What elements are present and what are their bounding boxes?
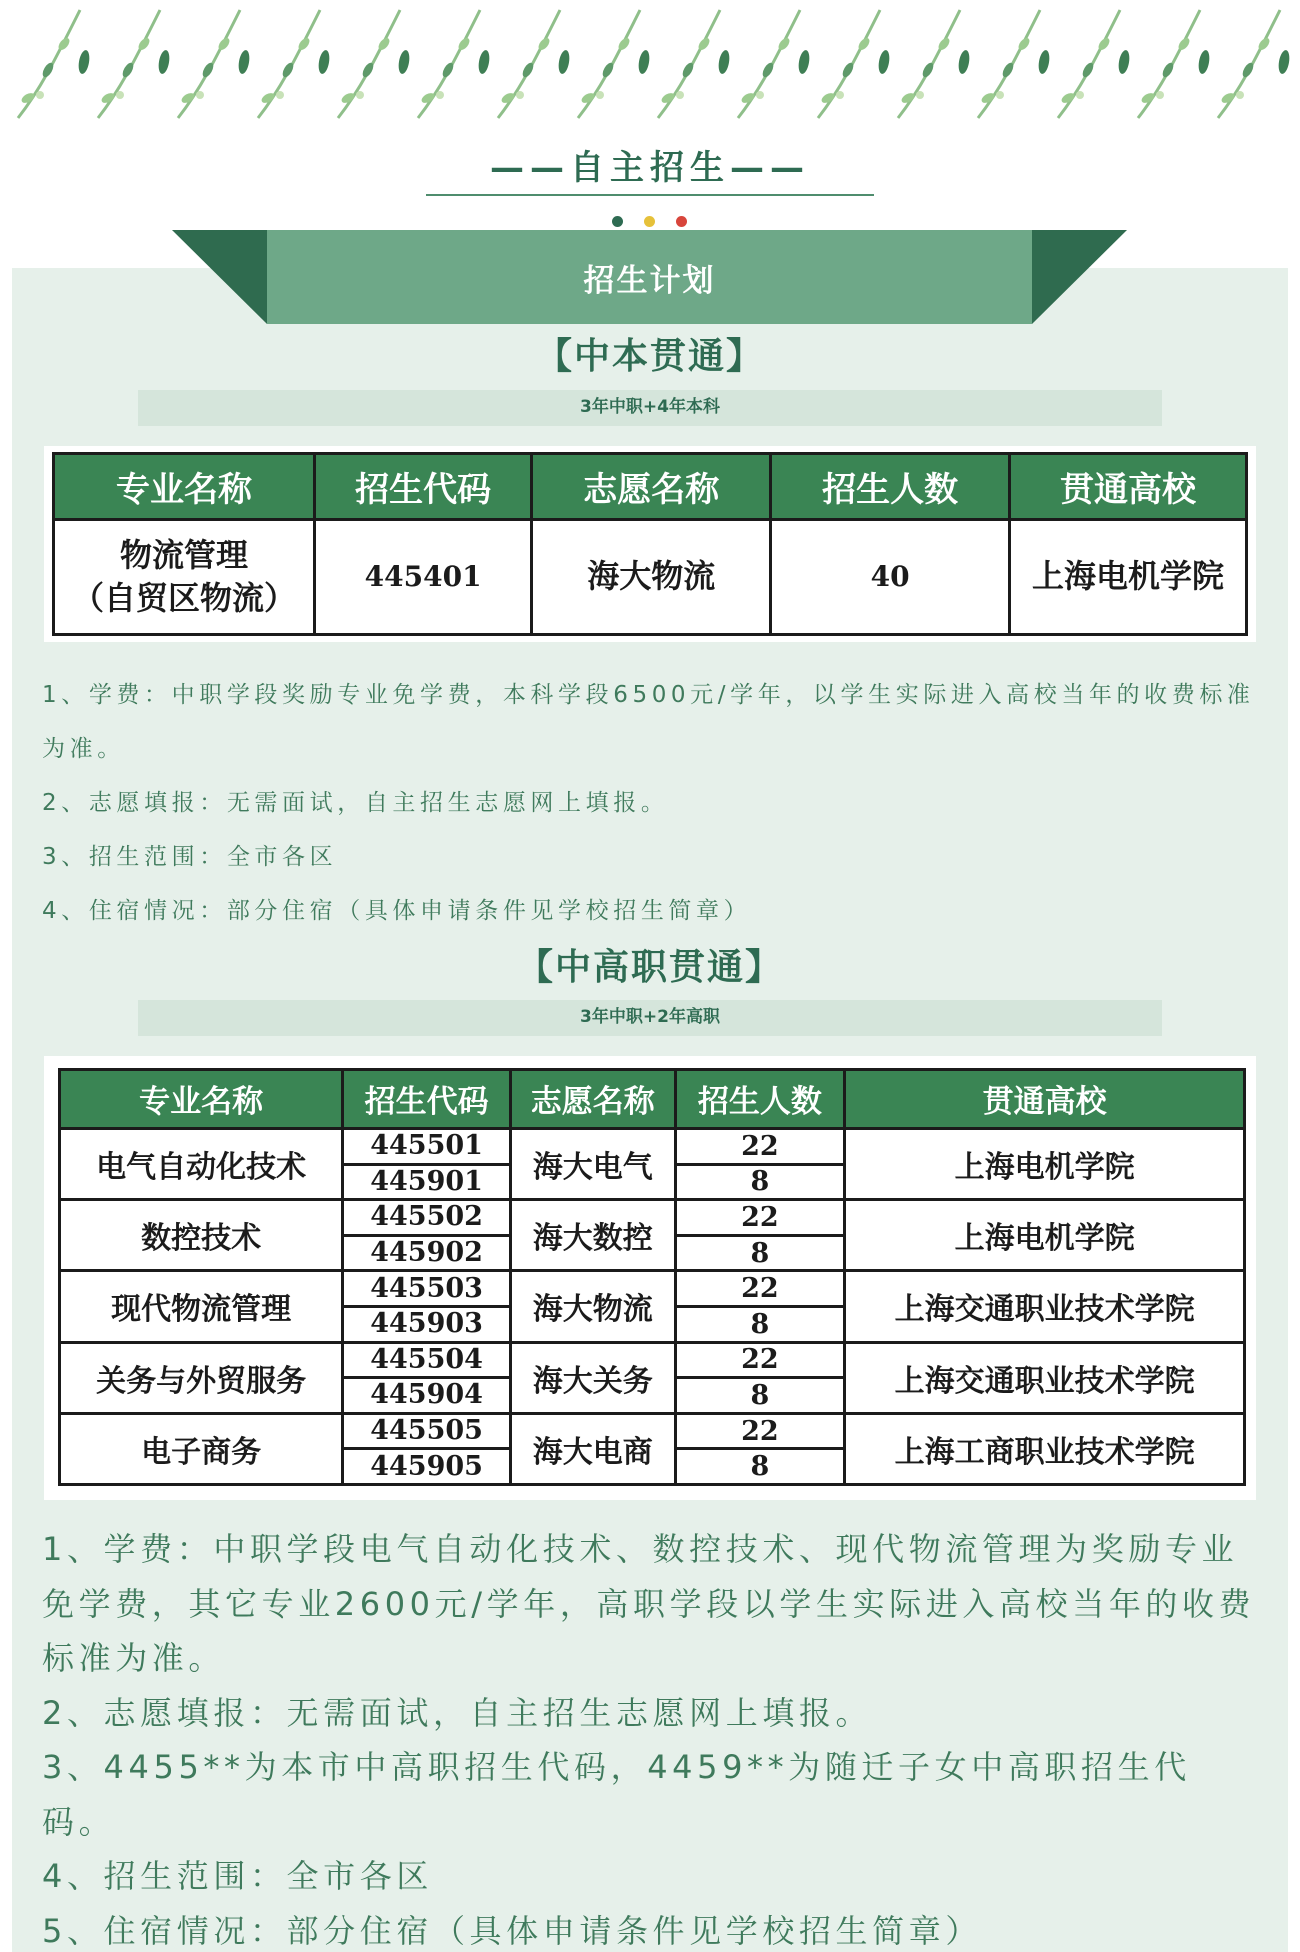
college-cell: 上海交通职业技术学院 — [845, 1342, 1245, 1413]
header-cell: 招生人数 — [771, 454, 1010, 520]
count-cell: 8 — [675, 1449, 845, 1485]
header-cell: 志愿名称 — [511, 1070, 676, 1129]
ribbon-fold-left — [172, 230, 267, 324]
section1-notes — [42, 668, 1262, 938]
dot-yellow — [644, 216, 655, 227]
count-cell: 8 — [675, 1235, 845, 1271]
count-cell: 8 — [675, 1164, 845, 1200]
count-cell: 22 — [675, 1413, 845, 1449]
color-dots — [612, 216, 687, 227]
major-name-cell — [54, 520, 315, 635]
major-name-cell: 电气自动化技术 — [60, 1128, 343, 1199]
section2-notes — [42, 1522, 1264, 1952]
wish-cell: 海大电气 — [511, 1128, 676, 1199]
section1-title: 【中本贯通】 — [535, 336, 764, 377]
note-item: 2、志愿填报：无需面试，自主招生志愿网上填报。 — [42, 1693, 873, 1732]
count-cell: 8 — [675, 1378, 845, 1414]
header-cell: 招生代码 — [343, 1070, 511, 1129]
code-cell: 445902 — [343, 1235, 511, 1271]
header-cell: 专业名称 — [60, 1070, 343, 1129]
ribbon-fold-right — [1032, 230, 1127, 324]
section2-subtitle: 3年中职+2年高职 — [580, 1006, 720, 1027]
count-cell: 8 — [675, 1306, 845, 1342]
dot-green — [612, 216, 623, 227]
title-underline — [426, 194, 874, 196]
major-name-line2: （自贸区物流） — [71, 579, 296, 617]
table-header-row — [54, 454, 1247, 520]
section2-table-box — [44, 1056, 1256, 1500]
section1-subtitle-bar — [138, 390, 1162, 426]
header-cell: 贯通高校 — [845, 1070, 1245, 1129]
wish-cell: 海大电商 — [511, 1413, 676, 1484]
vine-decoration — [0, 0, 1300, 130]
college-cell: 上海电机学院 — [845, 1128, 1245, 1199]
section1-table — [52, 452, 1248, 636]
major-name-cell: 数控技术 — [60, 1200, 343, 1271]
wish-cell: 海大数控 — [511, 1200, 676, 1271]
header-cell: 招生代码 — [314, 454, 531, 520]
table-header-row — [60, 1070, 1245, 1129]
code-cell: 445502 — [343, 1200, 511, 1236]
header-cell: 贯通高校 — [1010, 454, 1247, 520]
major-name-line1: 物流管理 — [119, 535, 248, 574]
code-cell: 445501 — [343, 1128, 511, 1164]
note-item: 4、住宿情况：部分住宿（具体申请条件见学校招生简章） — [42, 898, 752, 924]
note-item: 5、住宿情况：部分住宿（具体申请条件见学校招生简章） — [42, 1911, 982, 1950]
header-cell: 专业名称 — [54, 454, 315, 520]
plan-banner — [267, 230, 1032, 324]
count-cell: 22 — [675, 1271, 845, 1307]
note-item: 2、志愿填报：无需面试，自主招生志愿网上填报。 — [42, 790, 669, 816]
college-cell: 上海电机学院 — [1010, 520, 1247, 635]
wish-cell: 海大物流 — [511, 1271, 676, 1342]
dot-red — [676, 216, 687, 227]
code-cell: 445504 — [343, 1342, 511, 1378]
section2-table — [58, 1068, 1246, 1486]
header-cell: 招生人数 — [675, 1070, 845, 1129]
section1-subtitle: 3年中职+4年本科 — [580, 396, 720, 417]
page-title: ——自主招生—— — [490, 148, 810, 188]
college-cell: 上海电机学院 — [845, 1200, 1245, 1271]
table-row — [60, 1342, 1245, 1378]
major-name-cell: 关务与外贸服务 — [60, 1342, 343, 1413]
code-cell: 445903 — [343, 1306, 511, 1342]
code-cell: 445505 — [343, 1413, 511, 1449]
code-cell: 445904 — [343, 1378, 511, 1414]
section2-subtitle-bar — [138, 1000, 1162, 1036]
table-row — [60, 1413, 1245, 1449]
note-item: 3、招生范围：全市各区 — [42, 844, 338, 870]
wish-cell: 海大物流 — [532, 520, 771, 635]
college-cell: 上海工商职业技术学院 — [845, 1413, 1245, 1484]
section1-table-box — [44, 446, 1256, 642]
count-cell: 22 — [675, 1128, 845, 1164]
page-title-block — [0, 140, 1300, 189]
table-row — [54, 520, 1247, 635]
header-cell: 志愿名称 — [532, 454, 771, 520]
major-name-cell: 电子商务 — [60, 1413, 343, 1484]
plan-banner-label: 招生计划 — [583, 262, 716, 299]
college-cell: 上海交通职业技术学院 — [845, 1271, 1245, 1342]
note-item: 1、学费：中职学段奖励专业免学费，本科学段6500元/学年，以学生实际进入高校当年的收费标准为准。 — [42, 682, 1255, 762]
note-item: 3、4455**为本市中高职招生代码，4459**为随迁子女中高职招生代码。 — [42, 1748, 1191, 1841]
section2-title: 【中高职贯通】 — [516, 947, 783, 988]
code-cell: 445901 — [343, 1164, 511, 1200]
note-item: 4、招生范围：全市各区 — [42, 1857, 433, 1895]
note-item: 1、学费：中职学段电气自动化技术、数控技术、现代物流管理为奖励专业免学费，其它专业2600元/学年，高职学段以学生实际进入高校当年的收费标准为准。 — [42, 1530, 1256, 1677]
code-cell: 445905 — [343, 1449, 511, 1485]
code-cell: 445401 — [314, 520, 531, 635]
code-cell: 445503 — [343, 1271, 511, 1307]
count-cell: 40 — [771, 520, 1010, 635]
wish-cell: 海大关务 — [511, 1342, 676, 1413]
count-cell: 22 — [675, 1200, 845, 1236]
table-row — [60, 1128, 1245, 1164]
table-row — [60, 1200, 1245, 1236]
table-row — [60, 1271, 1245, 1307]
major-name-cell: 现代物流管理 — [60, 1271, 343, 1342]
count-cell: 22 — [675, 1342, 845, 1378]
